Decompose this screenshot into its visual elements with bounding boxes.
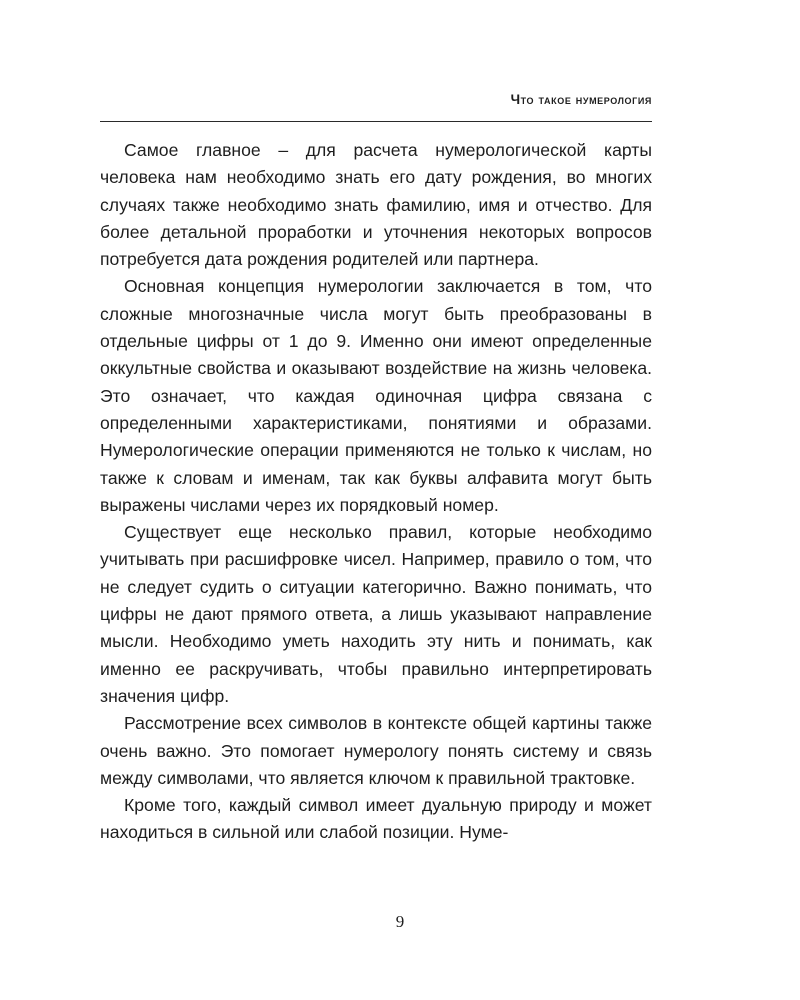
paragraph: Самое главное – для расчета нумерологической карты человека нам необходимо знать его дату рождения, во многих случаях также необходимо знать фамилию, имя и отчество. Для более детальной проработки и уточнения некоторых вопросов потребуется дата рождения родителей или партнера. — [100, 140, 652, 270]
body-text — [100, 137, 652, 847]
page-number: 9 — [395, 912, 405, 931]
paragraph: Основная концепция нумерологии заключается в том, что сложные многозначные числа могут быть преобразованы в отдельные цифры от 1 до 9. Именно они имеют определенные оккультные свойства и оказывают воздействие на жизнь человека. Это означает, что каждая одиночная цифра связана с определенными характеристиками, понятиями и образами. Нумерологические операции применяются не только к числам, но также к словам и именам, так как буквы алфавита могут быть выражены числами через их порядковый номер. — [100, 276, 652, 515]
paragraph: Кроме того, каждый символ имеет дуальную природу и может находиться в сильной или слабой позиции. Нуме- — [100, 795, 652, 843]
paragraph: Рассмотрение всех символов в контексте общей картины также очень важно. Это помогает нумерологу понять систему и связь между символами, что является ключом к правильной трактовке. — [100, 713, 652, 788]
header-rule — [100, 121, 652, 122]
paragraph: Существует еще несколько правил, которые необходимо учитывать при расшифровке чисел. Например, правило о том, что не следует судить о ситуации категорично. Важно понимать, что цифры не дают прямого ответа, а лишь указывают направление мысли. Необходимо уметь находить эту нить и понимать, как именно ее раскручивать, чтобы правильно интерпретировать значения цифр. — [100, 522, 652, 706]
running-head: Что такое нумерология — [510, 92, 652, 107]
